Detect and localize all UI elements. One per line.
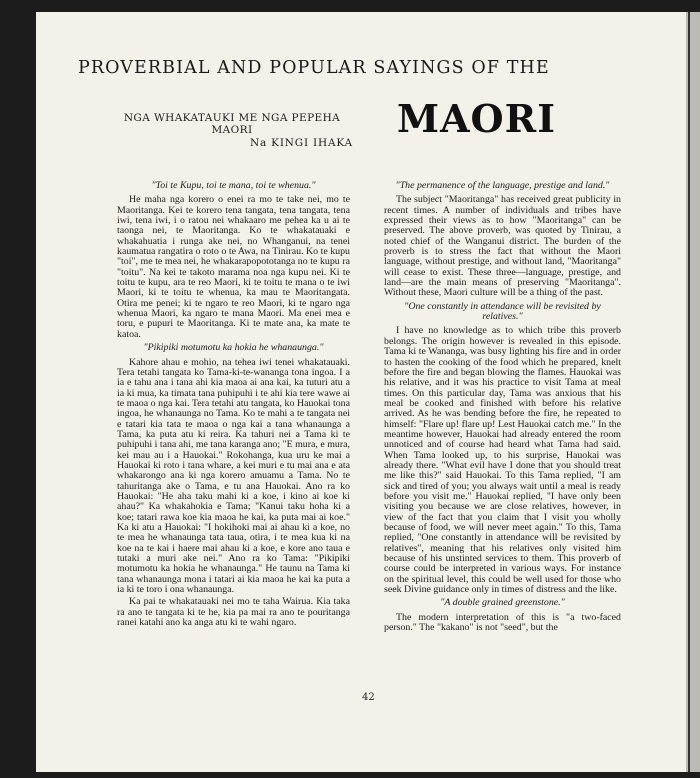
- proverb-quote: "One constantly in attendance will be revisited by relatives.": [404, 300, 601, 323]
- title-maori: MAORI: [397, 96, 557, 141]
- subtitle-line-1: NGA WHAKATAUKI ME NGA PEPEHA: [123, 112, 341, 124]
- body-paragraph: The subject "Maoritanga" has received great publicity in recent times. A number of individuals and tribes have expressed their views as to how "Maoritanga" can be preserved. The above proverb, was quoted by Tinirau, a noted chief of the Wanganui district. The burden of the proverb is to stress the fact that without the Maori language, without prestige, and without land, "Maoritanga" will cease to exist. These three—language, prestige, and land—are the main means of preserving "Maoritanga". Without these, Maori culture will be a thing of the past.: [384, 194, 621, 299]
- body-paragraph: He maha nga korero o enei ra mo te take nei, mo te Maoritanga. Kei te korero tena tangata, tena tangata, tena iwi, tena iwi, i o ratou nei whakaaro me pehea ka u ai te taonga nei, te Maoritanga. Ko te whakatauaki e whakahuatia i runga ake nei, no Whanganui, na tenei kaumatua rangatira o roto o te Awa, na Tinirau. Ko te kupu "toi", me te mea nei, he whakarapopototanga no te kupu ra "toitu". Na kei te takoto marama noa nga kupu nei. Ki te toitu te kupu, ara te reo Maori, ki te toitu te mana o te iwi Maori, ki te toitu te whenua, ka mau te Maoritangata. Otira me penei; ki te ngaro te reo Maori, ki te ngaro nga whenua Maori, ka ngaro te mana Maori. Ma enei mea e toru, e pupuri te Maoritanga. Ki te mate ana, ka mate te katoa.: [117, 194, 350, 340]
- body-paragraph: Kahore ahau e mohio, na tehea iwi tenei whakatauaki. Tera tetahi tangata ko Tama-ki-te-wananga tona ingoa. I a ia e tahu ana i tana ahi kia maoa ai ana kai, ka tuturi atu a ia ki mua, ka timata tana puhipuhi i te ahi kia tere wawe ai te maoa o nga kai. Tera tetahi atu tangata, ko Hauokai tona ingoa, he whanaunga no Tama. Ko te mahi a te tangata nei e tatari kia tata te maoa o nga kai a tana whanaunga a Tama, ka puta atu ki reira. Ka tahuri nei a Tama ki te puhipuhi i tana ahi, me tana karanga ano; "E mura, e mura, kei mau au i a Hauokai." Rokohanga, kua uru ke mai a Hauokai ki roto i tana whare, a kei muri e tu mai ana e ata whakarongo ana ki nga korero amuamu a Tama. No te tahuritanga ake o Tama, e tu ana Hauokai. Ano ra ko Hauokai: "He aha taku mahi ki a koe, i kino ai koe ki ahau?" Ka whakahokia e Tama; "Kanui taku hoha ki a koe; tatari rawa koe kia maoa he kai, ka puta mai ai koe." Ka ki atu a Hauokai: "I hokihoki mai ai ahau ki a koe, no te mea he whanaunga tata taua, otira, i te mea kua ki na koe na te kai i haere mai ahau ki a koe, e kore ano taua e tutaki a muri ake nei." Ano ra ko Tama: "Pikipiki motumotu ka hokia he whanaunga." He taunu na Tama ki tana whanaunga mona i tatari ai kia maoa he kai ka puta a ia ki te toro i ona whanaunga.: [117, 356, 350, 596]
- page-edge: [686, 12, 700, 772]
- proverb-quote: "Pikipiki motumotu ka hokia he whanaunga.": [143, 342, 324, 354]
- proverb-quote: "A double grained greenstone.": [440, 597, 565, 609]
- body-paragraph: Ka pai te whakatauaki nei mo te taha Wairua. Kia taka ra ano te tangata ki te he, kia pa mai ra ano te pouritanga ranei katahi ano ka anga atu ki te wahi ngaro.: [117, 596, 350, 629]
- maori-subtitle: [107, 112, 357, 136]
- article-title: PROVERBIAL AND POPULAR SAYINGS OF THE: [78, 58, 550, 78]
- maori-text-column: [117, 178, 350, 630]
- author-byline: Na KINGI IHAKA: [250, 137, 353, 149]
- english-text-column: [384, 178, 621, 635]
- page-number: 42: [362, 692, 375, 703]
- body-paragraph: I have no knowledge as to which tribe this proverb belongs. The origin however is revealed in this episode. Tama ki te Wananga, was busy lighting his fire and in order to hasten the cooking of the food which he prepared, knelt before the fire and began blowing the flames. Hauokai was his relative, and it was his practice to visit Tama at meal times. On this particular day, Tama was anxious that his meal be cooked and finished with before his relative arrived. As he was bending before the fire, he repeated to himself: "Flare up! flare up! Lest Hauokai catch me." In the meantime however, Hauokai had already entered the room unnoticed and of course had heard what Tama had said. When Tama looked up, to his surprise, Hauokai was already there. "What evil have I done that you should treat me like this?" said Hauokai. To this Tama replied, "I am sick and tired of you; you always wait until a meal is ready before you visit me." Hauokai replied, "I have only been visiting you because we are close relatives, however, in view of the fact that you claim that I visit you wholly because of food, we will never meet again." To this, Tama replied, "One constantly in attendance will be revisited by relatives", meaning that his relatives only visited him because of his unstinted services to them. This proverb of course could be interpreted in various ways. For instance on the spiritual level, this could be well used for those who seek Divine guidance only in times of distress and the like.: [384, 325, 621, 596]
- proverb-quote: "Toi te Kupu, toi te mana, toi te whenua.": [151, 180, 316, 191]
- proverb-quote: "The permanence of the language, prestige and land.": [395, 180, 610, 191]
- subtitle-line-2: MAORI: [211, 124, 253, 136]
- body-paragraph: The modern interpretation of this is "a two-faced person." The "kakano" is not "seed", but the: [384, 611, 621, 634]
